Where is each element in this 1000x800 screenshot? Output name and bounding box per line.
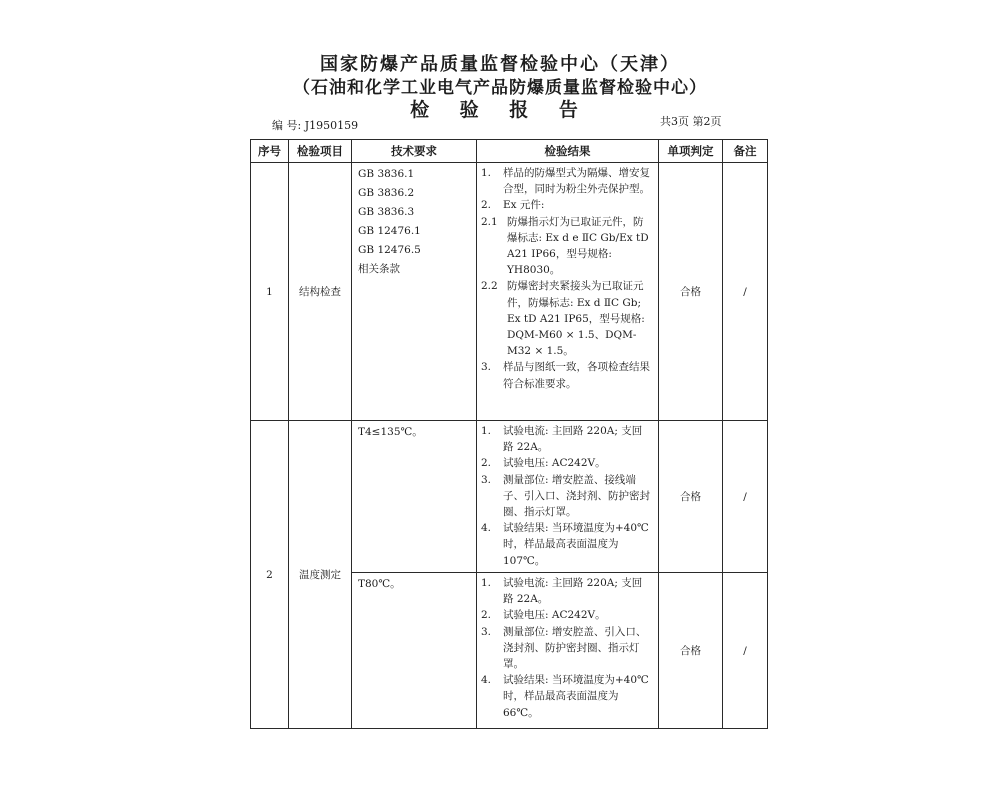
result-number: 4. [481,674,492,687]
result-text: 样品的防爆型式为隔爆、增安复合型，同时为粉尘外壳保护型。 [503,167,650,196]
table-row [251,163,768,421]
result-item [481,359,652,391]
result-number: 2.2 [481,280,498,293]
requirement-line: GB 12476.1 [358,225,421,237]
row-no: 2 [251,421,289,729]
result-item [481,520,652,569]
row-item: 温度测定 [289,421,352,729]
result-item [481,278,652,359]
result-item [481,624,652,673]
result-number: 2.1 [481,215,498,228]
result-item [481,672,652,721]
result-item [481,455,652,471]
row-requirements [352,163,477,421]
result-number: 2. [481,609,492,622]
result-text: 试验结果: 当环境温度为+40℃时，样品最高表面温度为107℃。 [503,522,649,567]
col-header-result: 检验结果 [477,140,659,163]
result-text: 试验电压: AC242V。 [503,457,606,470]
result-text: 试验电压: AC242V。 [503,609,606,622]
result-text: 防爆指示灯为已取证元件，防爆标志: Ex d e ⅡC Gb/Ex tD A21 IP66，型号规格: YH8030。 [507,215,649,277]
requirement-line: GB 3836.3 [358,206,415,218]
row-requirements [352,421,477,573]
col-header-verdict: 单项判定 [659,140,723,163]
row-remark: / [723,163,768,421]
row-results [477,163,659,421]
result-number: 1. [481,167,492,179]
requirement-line: T4≤135℃。 [358,426,423,438]
row-remark: / [723,573,768,729]
report-title: 检 验 报 告 [410,99,590,121]
result-number: 1. [481,577,492,589]
table-header-row [251,140,768,163]
result-text: 测量部位: 增安腔盖、接线端子、引入口、浇封剂、防护密封圈、指示灯罩。 [503,473,650,519]
requirement-line: GB 3836.1 [358,168,415,180]
result-text: 试验电流: 主回路 220A; 支回路 22A。 [503,425,643,454]
row-no: 1 [251,163,289,421]
result-text: Ex 元件: [503,199,545,212]
row-verdict: 合格 [659,163,723,421]
center-name: 国家防爆产品质量监督检验中心（天津） [320,54,680,75]
result-number: 1. [481,425,492,437]
row-item: 结构检查 [289,163,352,421]
result-item [481,423,652,455]
row-results [477,573,659,729]
inspection-table [250,139,768,729]
result-text: 测量部位: 增安腔盖、引入口、浇封剂、防护密封圈、指示灯罩。 [503,625,647,671]
result-item [481,575,652,607]
result-item [481,472,652,521]
result-item [481,197,652,213]
row-results [477,421,659,573]
result-number: 4. [481,522,492,535]
requirement-line: GB 12476.5 [358,244,421,256]
result-number: 3. [481,473,492,486]
row-remark: / [723,421,768,573]
result-text: 样品与图纸一致，各项检查结果符合标准要求。 [503,361,650,390]
page-count: 共3页 第2页 [660,115,722,128]
result-number: 3. [481,361,492,374]
result-text: 防爆密封夹紧接头为已取证元件，防爆标志: Ex d ⅡC Gb; Ex tD A21 IP65，型号规格: DQM-M60 × 1.5、DQM-M32 × 1.5。 [507,280,645,358]
col-header-no: 序号 [251,140,289,163]
result-text: 试验电流: 主回路 220A; 支回路 22A。 [503,577,643,606]
result-item [481,214,652,279]
row-requirements [352,573,477,729]
result-number: 3. [481,625,492,638]
result-text: 试验结果: 当环境温度为+40℃时，样品最高表面温度为66℃。 [503,674,649,719]
table-row [251,421,768,573]
requirement-line: GB 3836.2 [358,187,415,199]
row-verdict: 合格 [659,421,723,573]
requirement-line: T80℃。 [358,578,401,590]
result-item [481,607,652,623]
col-header-requirement: 技术要求 [352,140,477,163]
result-item [481,165,652,197]
row-verdict: 合格 [659,573,723,729]
center-subtitle: （石油和化学工业电气产品防爆质量监督检验中心） [293,78,707,98]
col-header-remark: 备注 [723,140,768,163]
requirement-line: 相关条款 [358,263,400,275]
col-header-item: 检验项目 [289,140,352,163]
result-number: 2. [481,199,492,212]
result-number: 2. [481,457,492,470]
report-number: 编 号: J1950159 [272,119,359,132]
